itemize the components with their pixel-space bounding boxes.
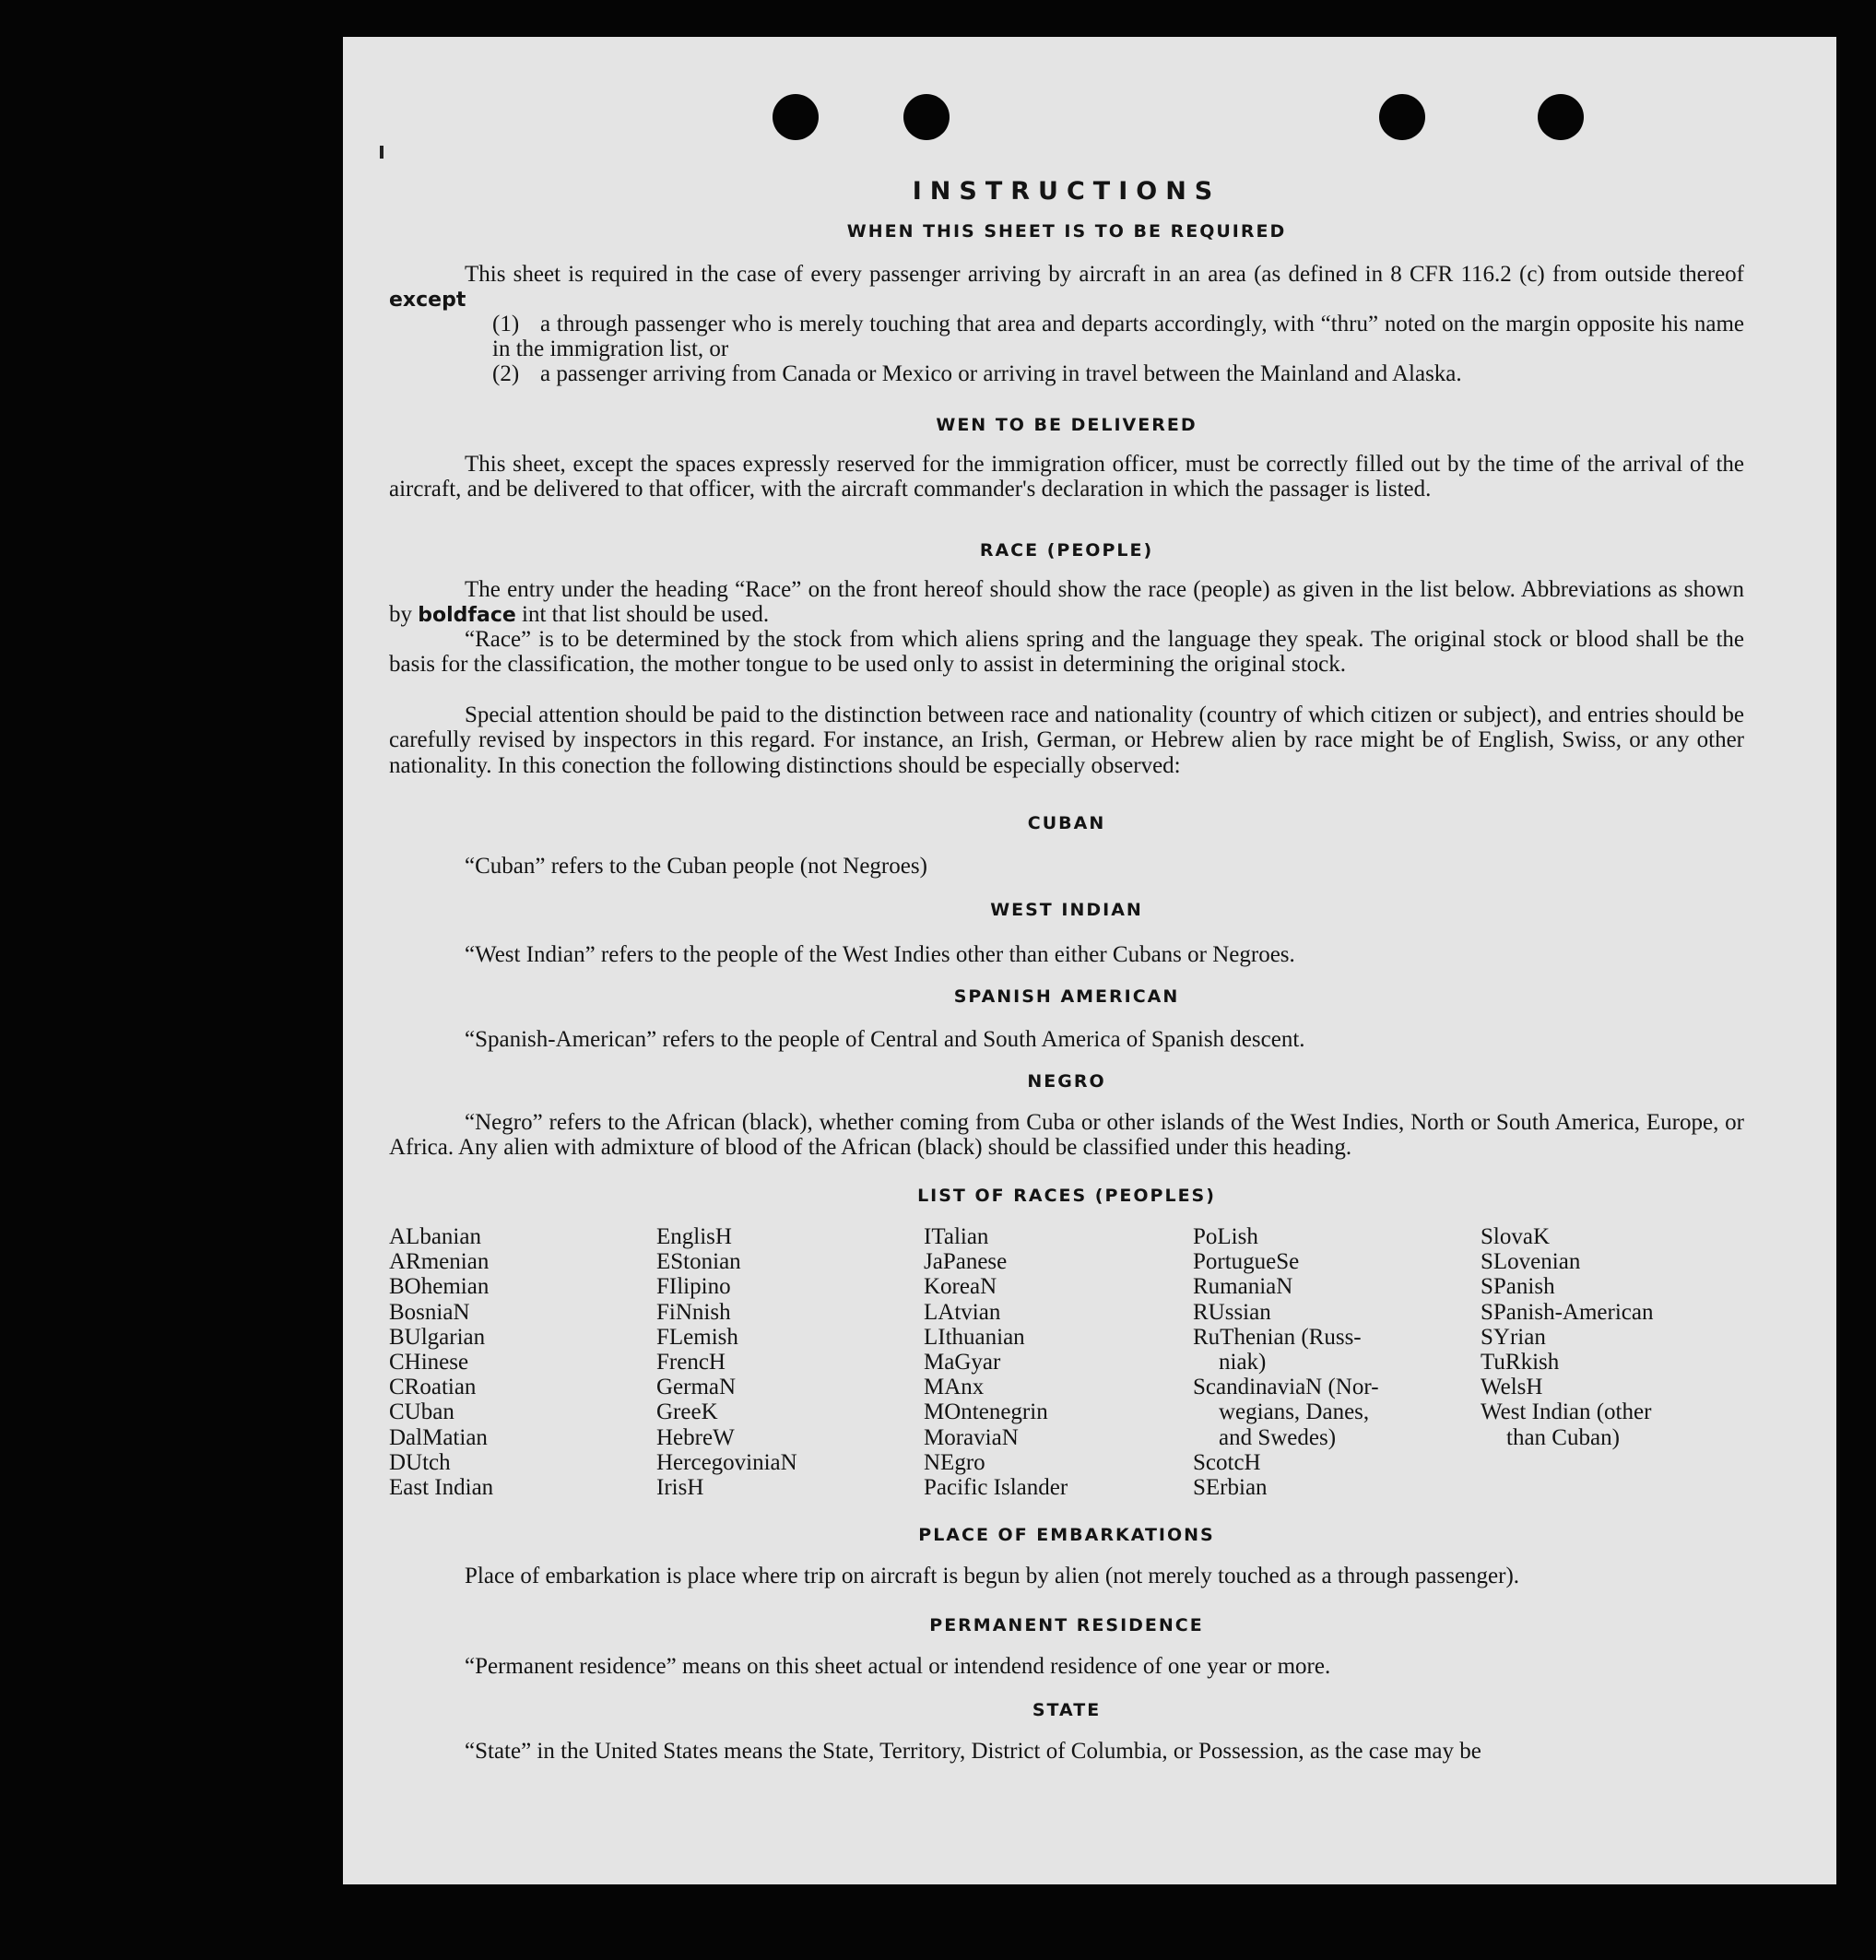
- race-entry: NEgro: [924, 1449, 985, 1475]
- race-entry: DalMatian: [389, 1424, 488, 1450]
- race-entry: LIthuanian: [924, 1324, 1025, 1350]
- race-entry: CHinese: [389, 1350, 469, 1376]
- cuban-text: “Cuban” refers to the Cuban people (not Negroes): [465, 854, 927, 879]
- race-entry: SYrian: [1481, 1324, 1546, 1350]
- page-title: INSTRUCTIONS: [912, 177, 1221, 206]
- required-heading: WHEN THIS SHEET IS TO BE REQUIRED: [846, 221, 1287, 242]
- race-entry: Pacific Islander: [924, 1475, 1068, 1501]
- race-entry: TuRkish: [1481, 1350, 1560, 1376]
- race-paragraph-1-tail: int that list should be used.: [522, 602, 770, 628]
- race-entry: East Indian: [389, 1475, 494, 1501]
- delivered-heading: WEN TO BE DELIVERED: [936, 415, 1198, 435]
- race-entry: MaGyar: [924, 1350, 1001, 1376]
- race-entry-continuation: wegians, Danes,: [1219, 1399, 1370, 1425]
- punch-hole-2: [903, 94, 950, 140]
- race-entry: ScandinaviaN (Nor-: [1193, 1375, 1379, 1400]
- west-indian-paragraph: [389, 942, 1744, 967]
- race-entry: ARmenian: [389, 1249, 490, 1275]
- residence-heading: PERMANENT RESIDENCE: [929, 1615, 1204, 1635]
- list-item-2-number: (2): [492, 361, 520, 386]
- residence-paragraph: [389, 1654, 1744, 1679]
- race-entry: RuThenian (Russ-: [1193, 1324, 1362, 1350]
- embarkation-text: Place of embarkation is place where trip on aircraft is begun by alien (not merely touched as a through passenger).: [465, 1564, 1520, 1588]
- races-column-4: [1193, 1224, 1379, 1500]
- race-entry: MAnx: [924, 1375, 985, 1400]
- race-entry: EnglisH: [656, 1224, 732, 1249]
- embarkation-paragraph: [389, 1564, 1744, 1588]
- races-column-2: [656, 1224, 797, 1500]
- punch-hole-3: [1379, 94, 1425, 140]
- race-paragraph-2-text: “Race” is to be determined by the stock from which aliens spring and the language they speak. The original stock or blood shall be the basis for the classification, the mother tongue to be used only to assist in determining the original stock.: [389, 627, 1744, 678]
- race-entry: HercegoviniaN: [656, 1449, 797, 1475]
- race-entry: RUssian: [1193, 1299, 1271, 1325]
- required-text: This sheet is required in the case of every passenger arriving by aircraft in an area (as defined in 8 CFR 116.2 (c) from outside thereof: [465, 262, 1744, 287]
- races-column-3: [924, 1224, 1068, 1500]
- race-entry: JaPanese: [924, 1249, 1008, 1275]
- race-entry: EStonian: [656, 1249, 741, 1275]
- delivered-text: This sheet, except the spaces expressly reserved for the immigration officer, must be correctly filled out by the time of the arrival of the aircraft, and be delivered to that officer, with the aircraft commander's declaration in which the passager is listed.: [389, 452, 1744, 502]
- negro-heading: NEGRO: [1027, 1071, 1106, 1092]
- residence-text: “Permanent residence” means on this sheet actual or intendend residence of one year or more.: [465, 1654, 1331, 1679]
- race-heading: RACE (PEOPLE): [979, 540, 1154, 561]
- state-heading: STATE: [1032, 1700, 1102, 1720]
- races-column-1: [389, 1224, 493, 1500]
- delivered-paragraph: [389, 452, 1744, 502]
- punch-hole-1: [773, 94, 819, 140]
- race-entry: MOntenegrin: [924, 1399, 1048, 1425]
- race-entry-continuation: and Swedes): [1219, 1424, 1337, 1450]
- race-entry: BUlgarian: [389, 1324, 486, 1350]
- races-column-5: [1481, 1224, 1653, 1450]
- spanish-american-heading: SPANISH AMERICAN: [953, 986, 1180, 1007]
- race-entry: IrisH: [656, 1475, 704, 1501]
- race-entry: FIlipino: [656, 1274, 731, 1300]
- race-boldface-word: boldface: [418, 604, 516, 628]
- required-except: except: [389, 289, 466, 313]
- race-entry: PoLish: [1193, 1224, 1258, 1249]
- list-item-2: [492, 361, 1744, 413]
- race-entry-continuation: than Cuban): [1506, 1424, 1620, 1450]
- spanish-american-paragraph: [389, 1027, 1744, 1052]
- race-entry: KoreaN: [924, 1274, 997, 1300]
- race-entry: ScotcH: [1193, 1449, 1261, 1475]
- race-entry: BOhemian: [389, 1274, 490, 1300]
- race-entry: ALbanian: [389, 1224, 481, 1249]
- race-entry: LAtvian: [924, 1299, 1001, 1325]
- required-paragraph: [389, 262, 1744, 313]
- list-item-2-text: a passenger arriving from Canada or Mexico or arriving in travel between the Mainland and Alaska.: [540, 361, 1462, 386]
- race-entry: FrencH: [656, 1350, 726, 1376]
- race-entry: DUtch: [389, 1449, 451, 1475]
- west-indian-text: “West Indian” refers to the people of the West Indies other than either Cubans or Negroes.: [465, 942, 1295, 967]
- margin-mark: [380, 146, 383, 159]
- race-entry: MoraviaN: [924, 1424, 1019, 1450]
- race-entry: SPanish-American: [1481, 1299, 1654, 1325]
- race-entry: SLovenian: [1481, 1249, 1581, 1275]
- race-paragraph-3-text: Special attention should be paid to the distinction between race and nationality (country of which citizen or subject), and entries should be carefully revised by inspectors in this regard. For instance, an Irish, German, or Hebrew alien by race might be of English, Swiss, or any other nationality. In this conection the following distinctions should be especially observed:: [389, 703, 1744, 778]
- race-entry: PortugueSe: [1193, 1249, 1300, 1275]
- race-entry: CUban: [389, 1399, 454, 1425]
- spanish-american-text: “Spanish-American” refers to the people of Central and South America of Spanish descent.: [465, 1027, 1305, 1052]
- state-paragraph: [389, 1739, 1744, 1764]
- list-item-1: [492, 312, 1744, 363]
- race-entry: SlovaK: [1481, 1224, 1550, 1249]
- punch-hole-4: [1538, 94, 1584, 140]
- state-text: “State” in the United States means the State, Territory, District of Columbia, or Possession, as the case may be: [465, 1739, 1481, 1764]
- negro-text: “Negro” refers to the African (black), whether coming from Cuba or other islands of the West Indies, North or South America, Europe, or Africa. Any alien with admixture of blood of the African (black) should be classified under this heading.: [389, 1110, 1744, 1161]
- race-paragraph-3: [389, 703, 1744, 778]
- list-item-1-number: (1): [492, 312, 520, 337]
- race-entry: WelsH: [1481, 1375, 1543, 1400]
- race-entry: RumaniaN: [1193, 1274, 1293, 1300]
- list-item-1-text: a through passenger who is merely touching that area and departs accordingly, with “thru” noted on the margin opposite his name in the immigration list, or: [492, 312, 1744, 362]
- cuban-heading: CUBAN: [1027, 813, 1106, 833]
- race-entry: ITalian: [924, 1224, 989, 1249]
- race-paragraph-1-lead: The entry under the heading “Race” on the front hereof should show the race (people) as given in the list below. Abbreviations as shown by: [389, 577, 1744, 628]
- race-entry: SPanish: [1481, 1274, 1555, 1300]
- negro-paragraph: [389, 1110, 1744, 1161]
- race-paragraph-1: [389, 577, 1744, 629]
- race-entry: SErbian: [1193, 1475, 1268, 1501]
- west-indian-heading: WEST INDIAN: [990, 900, 1143, 920]
- race-paragraph-2: [389, 627, 1744, 678]
- race-entry: West Indian (other: [1481, 1399, 1652, 1425]
- race-entry: CRoatian: [389, 1375, 477, 1400]
- document-page: [343, 37, 1836, 1884]
- race-entry: GermaN: [656, 1375, 737, 1400]
- race-entry-continuation: niak): [1219, 1350, 1267, 1376]
- embarkation-heading: PLACE OF EMBARKATIONS: [918, 1525, 1215, 1545]
- races-list-heading: LIST OF RACES (PEOPLES): [917, 1186, 1216, 1206]
- race-entry: GreeK: [656, 1399, 718, 1425]
- race-entry: FiNnish: [656, 1299, 731, 1325]
- race-entry: BosniaN: [389, 1299, 470, 1325]
- cuban-paragraph: [389, 854, 1744, 879]
- race-entry: FLemish: [656, 1324, 738, 1350]
- race-entry: HebreW: [656, 1424, 735, 1450]
